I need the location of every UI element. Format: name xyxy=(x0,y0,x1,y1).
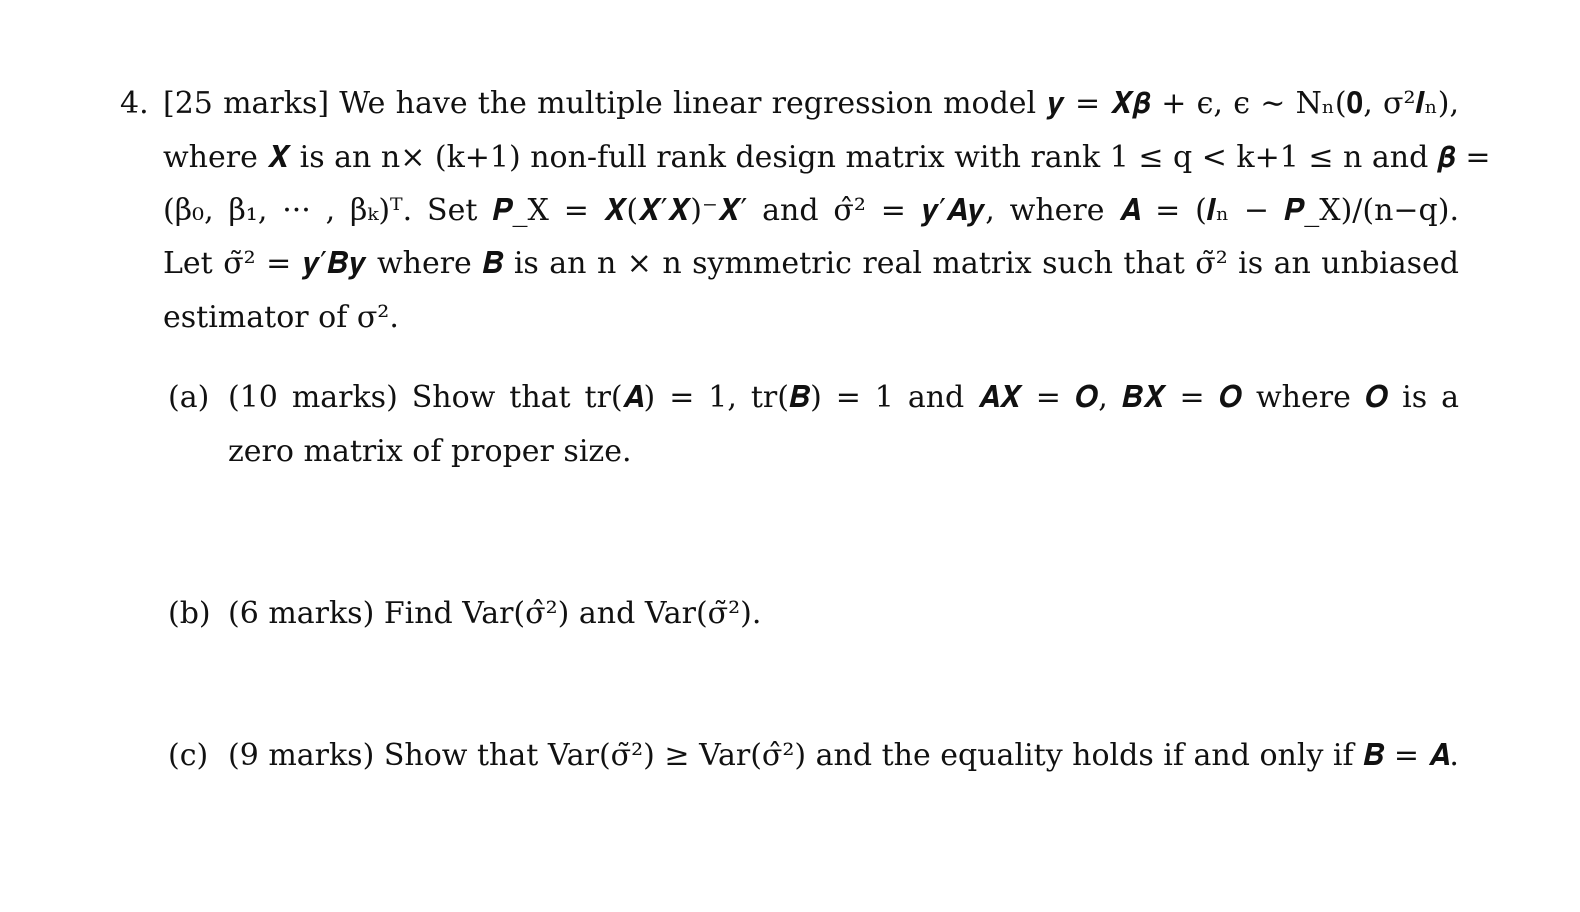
part-a-line-1: (10 marks) Show that tr(𝑨) = 1, tr(𝑩) = 1 and 𝑨𝑿 = 𝑶, 𝑩𝑿 = 𝑶 where 𝑶 is a xyxy=(228,380,1459,415)
question-line-3: (β₀, β₁, ··· , βₖ)ᵀ. Set 𝑷_X = 𝑿(𝑿′𝑿)⁻𝑿′ and σ̂² = 𝒚′𝑨𝒚, where 𝑨 = (𝑰ₙ − 𝑷_X)/(n−q). xyxy=(163,193,1459,228)
part-b-label: (b) xyxy=(168,596,211,631)
part-b-line-1: (6 marks) Find Var(σ̂²) and Var(σ̃²). xyxy=(228,596,762,631)
question-line-4: Let σ̃² = 𝒚′𝑩𝒚 where 𝑩 is an n × n symmetric real matrix such that σ̃² is an unbiased xyxy=(163,246,1459,281)
question-line-1: [25 marks] We have the multiple linear regression model 𝒚 = 𝑿𝜷 + ϵ, ϵ ∼ Nₙ(𝟎, σ²𝑰ₙ), xyxy=(163,86,1459,121)
question-line-5: estimator of σ². xyxy=(163,300,399,335)
question-line-2: where 𝑿 is an n× (k+1) non-full rank design matrix with rank 1 ≤ q < k+1 ≤ n and 𝜷 = xyxy=(163,140,1491,175)
part-a-label: (a) xyxy=(168,380,210,415)
question-number: 4. xyxy=(120,86,149,121)
part-a-line-2: zero matrix of proper size. xyxy=(228,434,632,469)
part-c-line-1: (9 marks) Show that Var(σ̃²) ≥ Var(σ̂²) and the equality holds if and only if 𝑩 = 𝑨. xyxy=(228,738,1459,773)
part-c-label: (c) xyxy=(168,738,209,773)
